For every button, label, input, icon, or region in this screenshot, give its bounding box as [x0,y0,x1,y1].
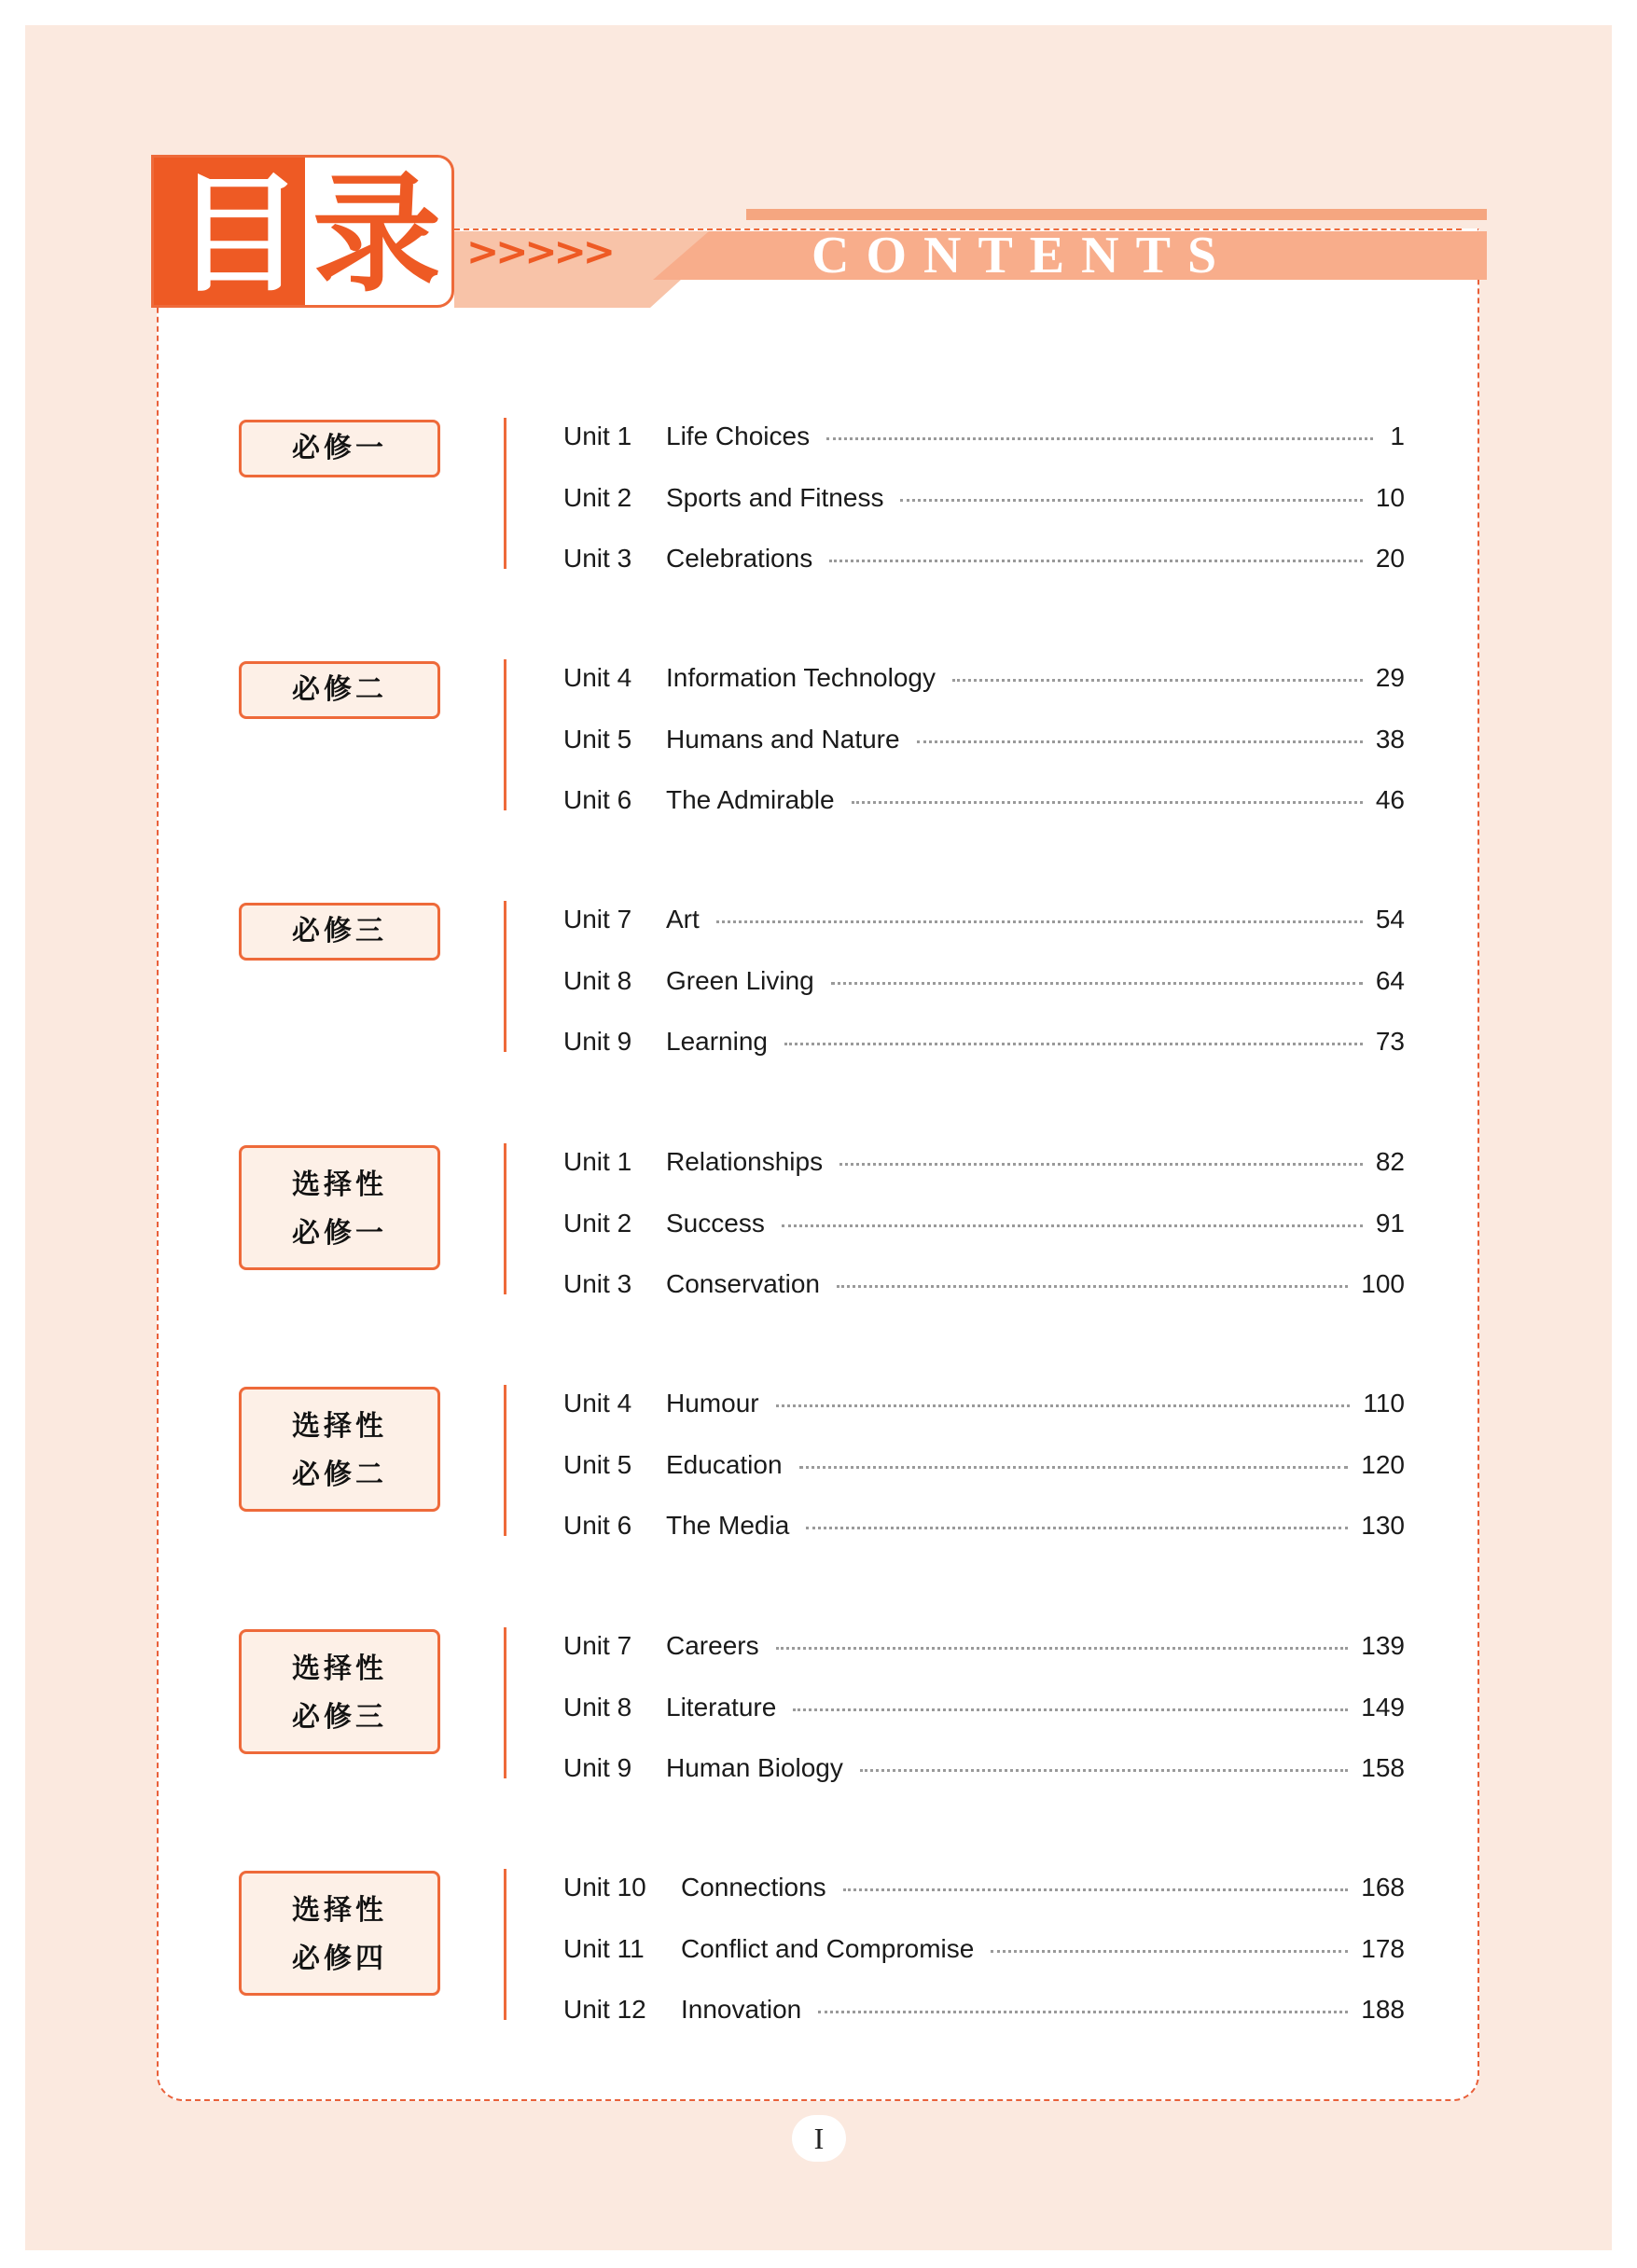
section-label-line: 选择性 [292,1410,387,1443]
unit-title: Celebrations [666,544,813,573]
section-label-line: 必修二 [292,1459,387,1491]
toc-entry[interactable] [563,1385,1405,1422]
dot-leader [837,1285,1348,1288]
unit-title: Sports and Fitness [666,483,884,512]
page-title [151,155,454,308]
page-number: 149 [1361,1693,1405,1722]
unit-title: Literature [666,1693,777,1722]
dot-leader [829,560,1363,562]
toc-entry[interactable] [563,962,1405,1000]
unit-title: Careers [666,1631,759,1660]
dot-leader [793,1708,1348,1711]
section-divider [504,901,506,1052]
page-number: 158 [1361,1753,1405,1782]
unit-title: Conflict and Compromise [681,1934,975,1963]
page-number: 38 [1375,725,1405,754]
toc-entry[interactable] [563,1143,1405,1181]
unit-number: Unit 6 [563,1511,632,1540]
contents-heading: CONTENTS [812,227,1234,284]
unit-title: Art [666,905,700,933]
dot-leader [776,1404,1351,1407]
toc-section [0,659,1637,818]
unit-number: Unit 12 [563,1995,646,2024]
dot-leader [991,1950,1348,1953]
unit-number: Unit 1 [563,1147,632,1176]
toc-entry[interactable] [563,901,1405,938]
toc-entry[interactable] [563,1930,1405,1968]
unit-number: Unit 11 [563,1934,645,1963]
section-label [239,903,440,961]
section-divider [504,1627,506,1778]
section-divider [504,1869,506,2020]
toc-entry[interactable] [563,1023,1405,1060]
toc-entry[interactable] [563,479,1405,517]
title-char-1: 目 [174,159,304,308]
page-number: 29 [1375,663,1405,692]
unit-number: Unit 2 [563,483,632,512]
toc-entry[interactable] [563,1689,1405,1726]
section-label-line: 必修三 [292,915,387,947]
page-number: 54 [1375,905,1405,933]
unit-title: Green Living [666,966,814,995]
page-number: 178 [1361,1934,1405,1963]
toc-section [0,1143,1637,1302]
unit-title: Connections [681,1873,826,1902]
dot-leader [776,1647,1349,1650]
section-label-line: 必修二 [292,673,387,706]
dot-leader [806,1527,1348,1529]
chevron-arrows-icon: >>>>> [466,228,612,274]
section-label-line: 选择性 [292,1653,387,1685]
section-divider [504,1143,506,1294]
section-label [239,1145,440,1270]
unit-title: The Media [666,1511,790,1540]
unit-number: Unit 8 [563,1693,632,1722]
toc-entry[interactable] [563,540,1405,577]
unit-number: Unit 7 [563,905,632,933]
toc-section [0,1869,1637,2027]
dot-leader [852,801,1363,804]
dot-leader [716,920,1363,923]
unit-number: Unit 1 [563,422,632,450]
toc-section [0,1385,1637,1543]
toc-entry[interactable] [563,781,1405,819]
dot-leader [782,1224,1363,1227]
toc-entry[interactable] [563,1446,1405,1484]
unit-number: Unit 6 [563,785,632,814]
page-number: 1 [1390,422,1405,450]
unit-title: Success [666,1209,765,1238]
toc-entry[interactable] [563,1627,1405,1665]
toc-entry[interactable] [563,1507,1405,1544]
page-number: 46 [1375,785,1405,814]
unit-title: Human Biology [666,1753,843,1782]
unit-number: Unit 4 [563,663,632,692]
unit-number: Unit 5 [563,1450,632,1479]
page-number: 91 [1375,1209,1405,1238]
toc-entry[interactable] [563,1869,1405,1906]
section-label-line: 选择性 [292,1169,387,1201]
toc-section [0,901,1637,1059]
toc-entry[interactable] [563,1749,1405,1787]
dot-leader [900,499,1362,502]
toc-entry[interactable] [563,659,1405,697]
unit-title: Humans and Nature [666,725,900,754]
page-number: 20 [1375,544,1405,573]
unit-title: Innovation [681,1995,802,2024]
section-label [239,1871,440,1996]
dot-leader [839,1163,1363,1166]
section-label [239,661,440,719]
unit-number: Unit 4 [563,1389,632,1418]
unit-title: The Admirable [666,785,835,814]
page-number: 120 [1361,1450,1405,1479]
page-number: 73 [1375,1027,1405,1056]
toc-section [0,418,1637,576]
dot-leader [826,437,1373,440]
section-label-line: 必修一 [292,432,387,464]
unit-number: Unit 7 [563,1631,632,1660]
page-number: 10 [1375,483,1405,512]
page-number: 130 [1361,1511,1405,1540]
section-divider [504,418,506,569]
page-number: 188 [1361,1995,1405,2024]
page-number: 110 [1363,1389,1405,1418]
section-label-line: 必修三 [292,1701,387,1734]
section-label [239,1387,440,1512]
unit-number: Unit 9 [563,1027,632,1056]
unit-title: Information Technology [666,663,936,692]
unit-title: Conservation [666,1269,820,1298]
unit-number: Unit 3 [563,544,632,573]
page-number: 82 [1375,1147,1405,1176]
section-label [239,1629,440,1754]
dot-leader [952,679,1363,682]
footer-page-number: I [792,2115,846,2162]
section-label-line: 选择性 [292,1894,387,1927]
dot-leader [843,1888,1349,1891]
toc-section [0,1627,1637,1786]
dot-leader [917,740,1363,743]
section-label [239,420,440,477]
unit-number: Unit 2 [563,1209,632,1238]
dot-leader [799,1466,1349,1469]
section-divider [504,659,506,810]
toc-entry[interactable] [563,721,1405,758]
unit-title: Learning [666,1027,768,1056]
toc-entry[interactable] [563,1265,1405,1303]
unit-title: Humour [666,1389,759,1418]
page-number: 168 [1361,1873,1405,1902]
section-label-line: 必修一 [292,1217,387,1250]
unit-number: Unit 3 [563,1269,632,1298]
section-label-line: 必修四 [292,1943,387,1975]
dot-leader [831,982,1363,985]
page-number: 64 [1375,966,1405,995]
title-char-2: 录 [312,159,442,308]
unit-title: Education [666,1450,783,1479]
section-divider [504,1385,506,1536]
toc-entry[interactable] [563,1991,1405,2028]
unit-title: Relationships [666,1147,824,1176]
toc-entry[interactable] [563,418,1405,455]
dot-leader [784,1043,1363,1045]
dot-leader [860,1769,1348,1772]
page-number: 139 [1361,1631,1405,1660]
header-ribbon-thin [746,209,1487,220]
toc-entry[interactable] [563,1205,1405,1242]
page-number: 100 [1361,1269,1405,1298]
unit-number: Unit 10 [563,1873,646,1902]
unit-number: Unit 5 [563,725,632,754]
unit-title: Life Choices [666,422,811,450]
unit-number: Unit 8 [563,966,632,995]
dot-leader [818,2011,1348,2013]
unit-number: Unit 9 [563,1753,632,1782]
